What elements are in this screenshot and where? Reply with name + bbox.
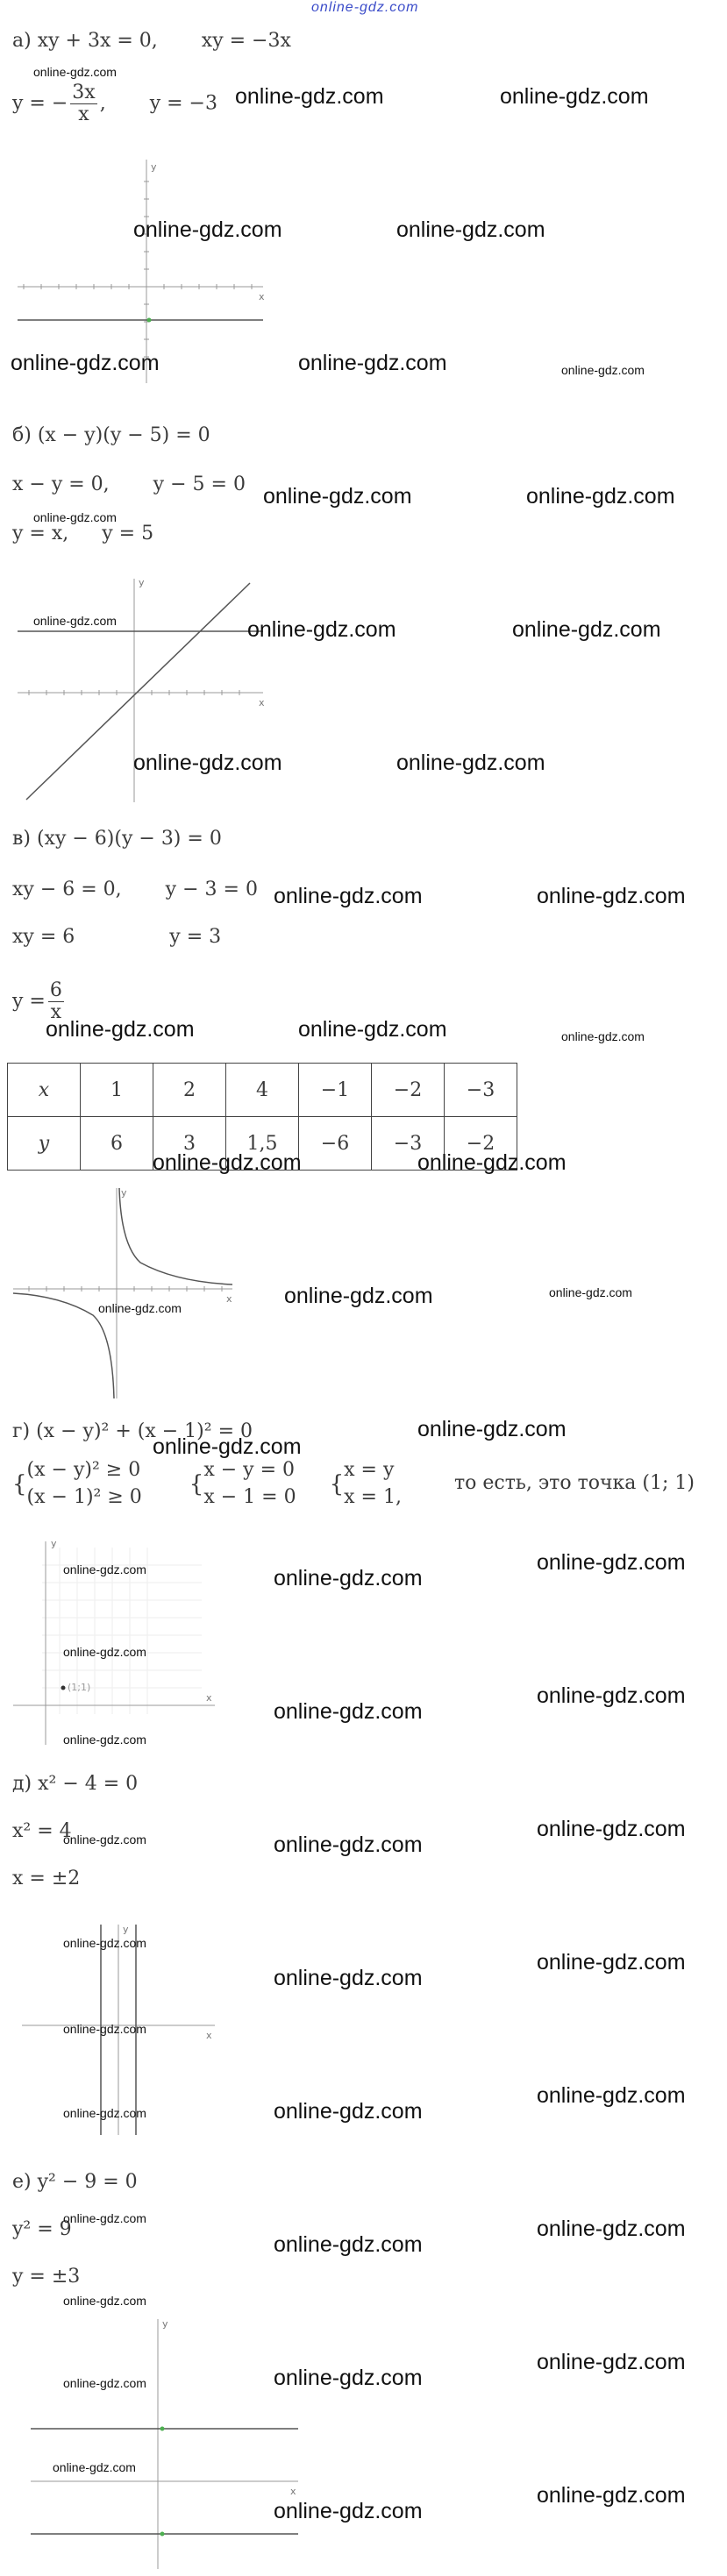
watermark: online-gdz.com <box>274 2232 423 2257</box>
axis-x-label: x <box>259 291 265 302</box>
part-b-eq3: y = x, <box>12 523 69 544</box>
watermark: online-gdz.com <box>284 1284 433 1308</box>
system-3-comma: , <box>395 1485 402 1508</box>
watermark-small: online-gdz.com <box>63 1936 146 1950</box>
axis-ticks <box>24 181 252 357</box>
watermark: online-gdz.com <box>537 2350 686 2374</box>
part-v-line3 <box>12 926 221 948</box>
fraction-numerator: 3x <box>72 82 96 103</box>
watermark-small: online-gdz.com <box>63 1562 146 1576</box>
watermark: online-gdz.com <box>396 217 545 242</box>
point-marker <box>160 2427 165 2431</box>
part-g-line1: г) (x − y)² + (x − 1)² = 0 <box>12 1420 253 1442</box>
axis-x-label: x <box>206 1692 212 1704</box>
part-d-line3: x = ±2 <box>12 1868 81 1889</box>
watermark-small: online-gdz.com <box>98 1301 182 1315</box>
watermark: online-gdz.com <box>274 2099 423 2124</box>
table-cell: −2 <box>445 1117 517 1171</box>
table-cell: 6 <box>81 1117 153 1171</box>
part-a-eq1: xy + 3x = 0, <box>37 30 158 52</box>
graph-part-e <box>22 2315 303 2571</box>
watermark-small: online-gdz.com <box>53 2460 136 2474</box>
watermark: online-gdz.com <box>537 2083 686 2108</box>
system-2 <box>203 1457 296 1512</box>
system-3-row1: x = y <box>344 1459 395 1481</box>
watermark: online-gdz.com <box>526 484 675 509</box>
part-a-line2 <box>12 82 217 125</box>
table-cell: 1,5 <box>226 1117 299 1171</box>
watermark: online-gdz.com <box>537 2483 686 2508</box>
watermark: online-gdz.com <box>537 1683 686 1708</box>
system-1-row1: (x − y)² ≥ 0 <box>26 1459 141 1481</box>
part-b-line3 <box>12 523 153 544</box>
fraction-denominator: x <box>50 1001 62 1024</box>
system-2-row2: x − 1 = 0 <box>203 1485 296 1508</box>
watermark: online-gdz.com <box>417 1417 567 1441</box>
system-brace: { <box>329 1470 345 1498</box>
part-a-label: а) <box>12 30 38 52</box>
watermark-small: online-gdz.com <box>561 1029 645 1043</box>
watermark-small: online-gdz.com <box>561 363 645 377</box>
system-3-row2: x = 1 <box>344 1485 396 1508</box>
watermark-small: online-gdz.com <box>33 614 117 628</box>
part-e-line2: y² = 9 <box>12 2218 72 2240</box>
part-g-conclusion: то есть, это точка (1; 1) <box>453 1472 695 1495</box>
table-cell: x <box>8 1064 81 1117</box>
watermark: online-gdz.com <box>133 751 282 775</box>
table-cell: 3 <box>153 1117 226 1171</box>
table-cell: −1 <box>299 1064 372 1117</box>
point-1-1 <box>61 1686 66 1690</box>
part-e-line1: е) y² − 9 = 0 <box>12 2171 138 2193</box>
watermark: online-gdz.com <box>537 1950 686 1975</box>
watermark: online-gdz.com <box>537 884 686 908</box>
point-label: (1;1) <box>68 1682 91 1693</box>
table-cell: y <box>8 1117 81 1171</box>
watermark-small: online-gdz.com <box>33 65 117 79</box>
system-brace: { <box>189 1470 204 1498</box>
watermark: online-gdz.com <box>537 2217 686 2241</box>
part-a-comma: , <box>99 92 106 115</box>
hyperbola-branch-positive <box>119 1188 232 1284</box>
axis-y-label: y <box>139 577 145 588</box>
axis-y-label: y <box>123 1924 129 1935</box>
axis-x-label: x <box>206 2030 212 2041</box>
part-v-line1: в) (xy − 6)(y − 3) = 0 <box>12 828 222 850</box>
watermark-small: online-gdz.com <box>63 2022 146 2036</box>
axis-x-label: x <box>290 2486 296 2497</box>
table-cell: 4 <box>226 1064 299 1117</box>
part-a-fraction <box>70 82 96 125</box>
watermark-small: online-gdz.com <box>63 2106 146 2120</box>
watermark-small: online-gdz.com <box>63 2294 146 2308</box>
watermark: online-gdz.com <box>274 1832 423 1857</box>
watermark: online-gdz.com <box>500 84 649 109</box>
watermark: online-gdz.com <box>417 1150 567 1175</box>
watermark: online-gdz.com <box>274 1566 423 1590</box>
watermark-small: online-gdz.com <box>63 1645 146 1659</box>
graph-part-v <box>9 1184 237 1403</box>
table-cell: −3 <box>445 1064 517 1117</box>
watermark: online-gdz.com <box>11 351 160 375</box>
part-b-eq1: x − y = 0, <box>12 473 110 495</box>
system-1 <box>27 1457 142 1512</box>
table-cell: −3 <box>372 1117 445 1171</box>
part-a-line2-lhs: y = − <box>12 92 68 115</box>
watermark: online-gdz.com <box>235 84 384 109</box>
part-v-eq2: y − 3 = 0 <box>165 879 258 900</box>
part-d-line1: д) x² − 4 = 0 <box>12 1773 139 1795</box>
point-marker <box>147 318 152 323</box>
watermark-small: online-gdz.com <box>63 1733 146 1747</box>
watermark: online-gdz.com <box>298 351 447 375</box>
fraction-numerator: 6 <box>49 979 62 1001</box>
watermark: online-gdz.com <box>274 1699 423 1724</box>
part-v-eq4: y = 3 <box>169 926 222 948</box>
part-a-line2-eq2: y = −3 <box>149 92 217 115</box>
watermark: online-gdz.com <box>274 1966 423 1990</box>
part-v-eq1: xy − 6 = 0, <box>12 879 122 900</box>
watermark: online-gdz.com <box>512 617 661 642</box>
part-v-line2 <box>12 879 258 900</box>
table-row <box>8 1064 517 1117</box>
table-cell: 1 <box>81 1064 153 1117</box>
axis-x-label: x <box>259 697 265 708</box>
fraction-denominator: x <box>78 103 89 126</box>
watermark: online-gdz.com <box>263 484 412 509</box>
watermark: online-gdz.com <box>537 1817 686 1841</box>
table-cell: −2 <box>372 1064 445 1117</box>
watermark: online-gdz.com <box>153 1434 302 1459</box>
watermark: online-gdz.com <box>133 217 282 242</box>
part-a-eq2: xy = −3x <box>201 30 291 52</box>
part-v-eq3: xy = 6 <box>12 926 75 948</box>
watermark: online-gdz.com <box>274 2499 423 2523</box>
watermark-small: online-gdz.com <box>63 1832 146 1847</box>
header-watermark: online-gdz.com <box>311 0 419 15</box>
watermark: online-gdz.com <box>46 1017 195 1042</box>
part-b-line2 <box>12 473 246 495</box>
part-d-line2: x² = 4 <box>12 1820 72 1842</box>
part-g-systems <box>12 1457 695 1512</box>
watermark-small: online-gdz.com <box>63 2376 146 2390</box>
watermark: online-gdz.com <box>247 617 396 642</box>
system-brace: { <box>12 1470 27 1498</box>
part-v-line4-lhs: y = <box>12 990 46 1013</box>
axis-y-label: y <box>162 2318 168 2330</box>
grid <box>18 160 263 383</box>
system-3 <box>344 1457 402 1512</box>
axis-x-label: x <box>226 1293 232 1305</box>
system-2-row1: x − y = 0 <box>203 1459 296 1481</box>
axis-y-label: y <box>121 1187 127 1199</box>
watermark: online-gdz.com <box>274 2366 423 2390</box>
watermark: online-gdz.com <box>298 1017 447 1042</box>
axis-y-label: y <box>151 161 157 173</box>
watermark-small: online-gdz.com <box>549 1285 632 1299</box>
watermark: online-gdz.com <box>537 1550 686 1575</box>
point-marker <box>160 2532 165 2537</box>
part-b-eq4: y = 5 <box>102 523 154 544</box>
part-b-eq2: y − 5 = 0 <box>153 473 246 495</box>
watermark: online-gdz.com <box>274 884 423 908</box>
table-cell: −6 <box>299 1117 372 1171</box>
table-cell: 2 <box>153 1064 226 1117</box>
axis-y-label: y <box>51 1538 57 1549</box>
watermark: online-gdz.com <box>396 751 545 775</box>
part-b-line1: б) (x − y)(y − 5) = 0 <box>12 424 210 446</box>
system-1-row2: (x − 1)² ≥ 0 <box>26 1485 142 1508</box>
part-e-line3: y = ±3 <box>12 2266 81 2288</box>
watermark: online-gdz.com <box>153 1150 302 1175</box>
part-a-line1 <box>12 30 291 52</box>
watermark-small: online-gdz.com <box>33 510 117 524</box>
watermark-small: online-gdz.com <box>63 2211 146 2225</box>
